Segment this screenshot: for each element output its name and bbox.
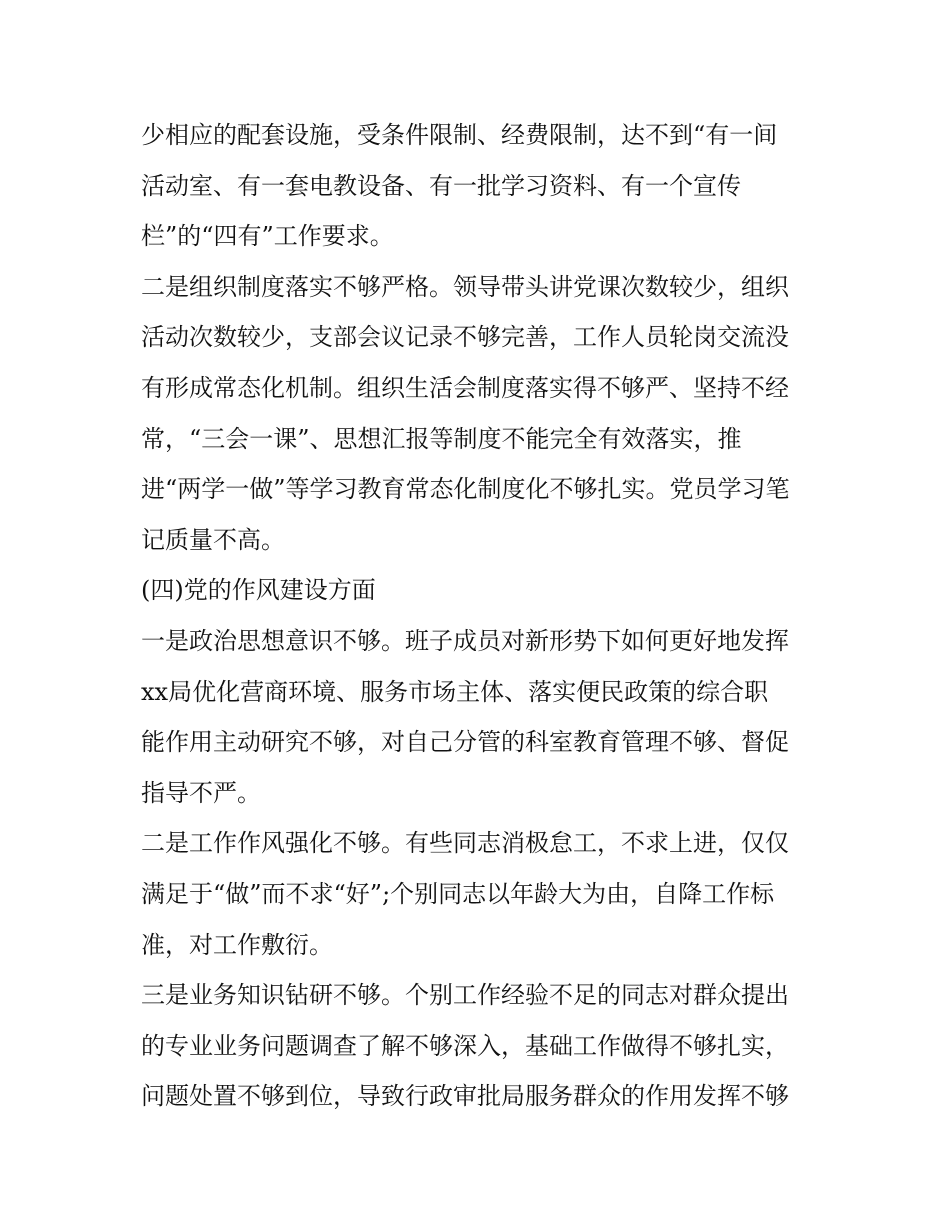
text-line: 常，“三会一课”、思想汇报等制度不能完全有效落实，推 <box>141 424 742 453</box>
text-line: 三是业务知识钻研不够。个别工作经验不足的同志对群众提出 <box>141 981 789 1010</box>
text-line: 活动次数较少，支部会议记录不够完善，工作人员轮岗交流没 <box>141 323 789 352</box>
text-line: 的专业业务问题调查了解不够深入，基础工作做得不够扎实， <box>141 1031 789 1060</box>
text-line: 活动室、有一套电教设备、有一批学习资料、有一个宣传 <box>141 171 741 200</box>
text-line: 二是组织制度落实不够严格。领导带头讲党课次数较少，组织 <box>141 272 789 301</box>
text-line: 二是工作作风强化不够。有些同志消极怠工，不求上进，仅仅 <box>141 829 789 858</box>
text-line: 记质量不高。 <box>141 525 285 554</box>
text-line: 进“两学一做”等学习教育常态化制度化不够扎实。党员学习笔 <box>141 475 790 504</box>
text-line: 栏”的“四有”工作要求。 <box>141 222 394 251</box>
text-line: 指导不严。 <box>141 778 261 807</box>
text-line: 满足于“做”而不求“好”;个别同志以年龄大为由，自降工作标 <box>141 879 775 908</box>
text-line: 能作用主动研究不够，对自己分管的科室教育管理不够、督促 <box>141 728 789 757</box>
text-line: 一是政治思想意识不够。班子成员对新形势下如何更好地发挥 <box>141 626 789 655</box>
section-heading: (四)党的作风建设方面 <box>141 576 376 605</box>
text-line: 问题处置不够到位，导致行政审批局服务群众的作用发挥不够 <box>141 1082 789 1111</box>
text-line: 少相应的配套设施，受条件限制、经费限制，达不到“有一间 <box>141 121 778 149</box>
text-line: 有形成常态化机制。组织生活会制度落实得不够严、坚持不经 <box>141 373 789 402</box>
text-line: 准，对工作敷衍。 <box>141 930 333 959</box>
document-body <box>141 110 821 1122</box>
text-line: xx局优化营商环境、服务市场主体、落实便民政策的综合职 <box>141 677 769 706</box>
